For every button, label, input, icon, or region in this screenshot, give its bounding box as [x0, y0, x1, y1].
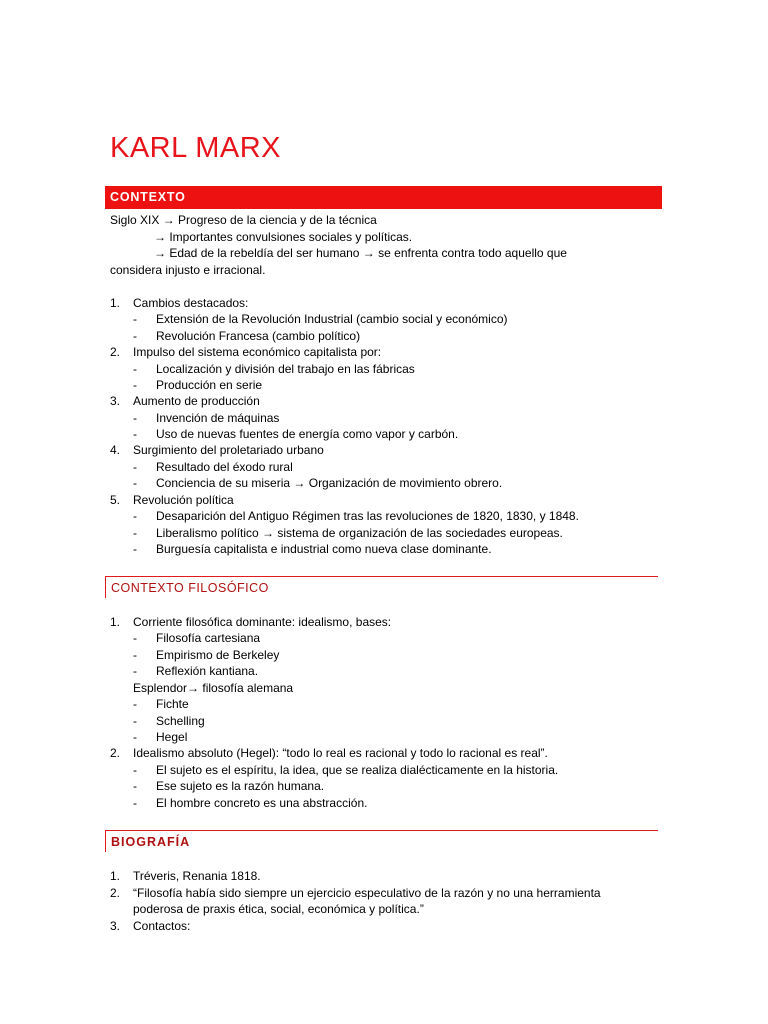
- list-number: 2.: [110, 746, 121, 760]
- list-dash: -: [133, 362, 137, 376]
- list-dash: -: [133, 378, 137, 392]
- list-dash: -: [133, 648, 137, 662]
- list-number: 1.: [110, 615, 121, 629]
- sub-item: Producción en serie: [156, 378, 263, 392]
- list-item: Tréveris, Renania 1818.: [133, 869, 261, 883]
- list-dash: -: [133, 631, 137, 645]
- list-dash: -: [133, 796, 137, 810]
- sub-item: Reflexión kantiana.: [156, 664, 259, 678]
- list-item: Aumento de producción: [133, 394, 260, 408]
- section-header-biografia: BIOGRAFÍA: [105, 830, 658, 852]
- sub-item: Fichte: [156, 697, 189, 711]
- sub-item: Localización y división del trabajo en las fábricas: [156, 362, 415, 376]
- intro-line: → Importantes convulsiones sociales y políticas.: [154, 230, 413, 244]
- list-number: 2.: [110, 345, 121, 359]
- list-item: “Filosofía había sido siempre un ejercicio especulativo de la razón y no una herramienta: [133, 886, 601, 900]
- sub-item: Uso de nuevas fuentes de energía como vapor y carbón.: [156, 427, 459, 441]
- sub-item: Conciencia de su miseria → Organización de movimiento obrero.: [156, 476, 503, 490]
- sub-item: Invención de máquinas: [156, 411, 280, 425]
- list-dash: -: [133, 697, 137, 711]
- intro-line: Siglo XIX → Progreso de la ciencia y de la técnica: [110, 213, 377, 227]
- list-dash: -: [133, 664, 137, 678]
- list-dash: -: [133, 763, 137, 777]
- list-item: Corriente filosófica dominante: idealismo, bases:: [133, 615, 392, 629]
- sub-item: El sujeto es el espíritu, la idea, que se realiza dialécticamente en la historia.: [156, 763, 559, 777]
- list-item: Surgimiento del proletariado urbano: [133, 443, 324, 457]
- list-item: Impulso del sistema económico capitalista por:: [133, 345, 382, 359]
- sub-item: Extensión de la Revolución Industrial (cambio social y económico): [156, 312, 508, 326]
- list-item: Revolución política: [133, 493, 234, 507]
- section-header-contexto: CONTEXTO: [105, 186, 662, 209]
- list-number: 4.: [110, 443, 121, 457]
- list-dash: -: [133, 329, 137, 343]
- list-number: 1.: [110, 869, 121, 883]
- section-header-contexto-filosofico: CONTEXTO FILOSÓFICO: [105, 576, 658, 598]
- list-dash: -: [133, 526, 137, 540]
- list-item-continuation: poderosa de praxis ética, social, económica y política.”: [133, 902, 424, 916]
- list-dash: -: [133, 714, 137, 728]
- list-number: 1.: [110, 296, 121, 310]
- list-dash: -: [133, 779, 137, 793]
- list-dash: -: [133, 460, 137, 474]
- list-dash: -: [133, 476, 137, 490]
- list-item: Idealismo absoluto (Hegel): “todo lo real es racional y todo lo racional es real”.: [133, 746, 548, 760]
- list-dash: -: [133, 542, 137, 556]
- intro-line: considera injusto e irracional.: [110, 263, 266, 277]
- list-dash: -: [133, 730, 137, 744]
- list-number: 2.: [110, 886, 121, 900]
- sub-item: Liberalismo político → sistema de organización de las sociedades europeas.: [156, 526, 563, 540]
- sub-item: Filosofía cartesiana: [156, 631, 261, 645]
- list-item: Contactos:: [133, 919, 191, 933]
- list-item: Cambios destacados:: [133, 296, 249, 310]
- intro-line: → Edad de la rebeldía del ser humano → se enfrenta contra todo aquello que: [154, 246, 567, 260]
- sub-item: Schelling: [156, 714, 205, 728]
- sub-item: Desaparición del Antiguo Régimen tras las revoluciones de 1820, 1830, y 1848.: [156, 509, 579, 523]
- list-dash: -: [133, 509, 137, 523]
- sub-item: Ese sujeto es la razón humana.: [156, 779, 325, 793]
- list-number: 3.: [110, 394, 121, 408]
- list-dash: -: [133, 427, 137, 441]
- sub-item: Empirismo de Berkeley: [156, 648, 280, 662]
- sub-item: Resultado del éxodo rural: [156, 460, 293, 474]
- list-dash: -: [133, 411, 137, 425]
- page-title: KARL MARX: [110, 132, 282, 164]
- list-number: 3.: [110, 919, 121, 933]
- list-item: Esplendor→ filosofía alemana: [133, 681, 294, 695]
- sub-item: Hegel: [156, 730, 188, 744]
- list-dash: -: [133, 312, 137, 326]
- list-number: 5.: [110, 493, 121, 507]
- sub-item: Revolución Francesa (cambio político): [156, 329, 361, 343]
- sub-item: Burguesía capitalista e industrial como nueva clase dominante.: [156, 542, 492, 556]
- sub-item: El hombre concreto es una abstracción.: [156, 796, 368, 810]
